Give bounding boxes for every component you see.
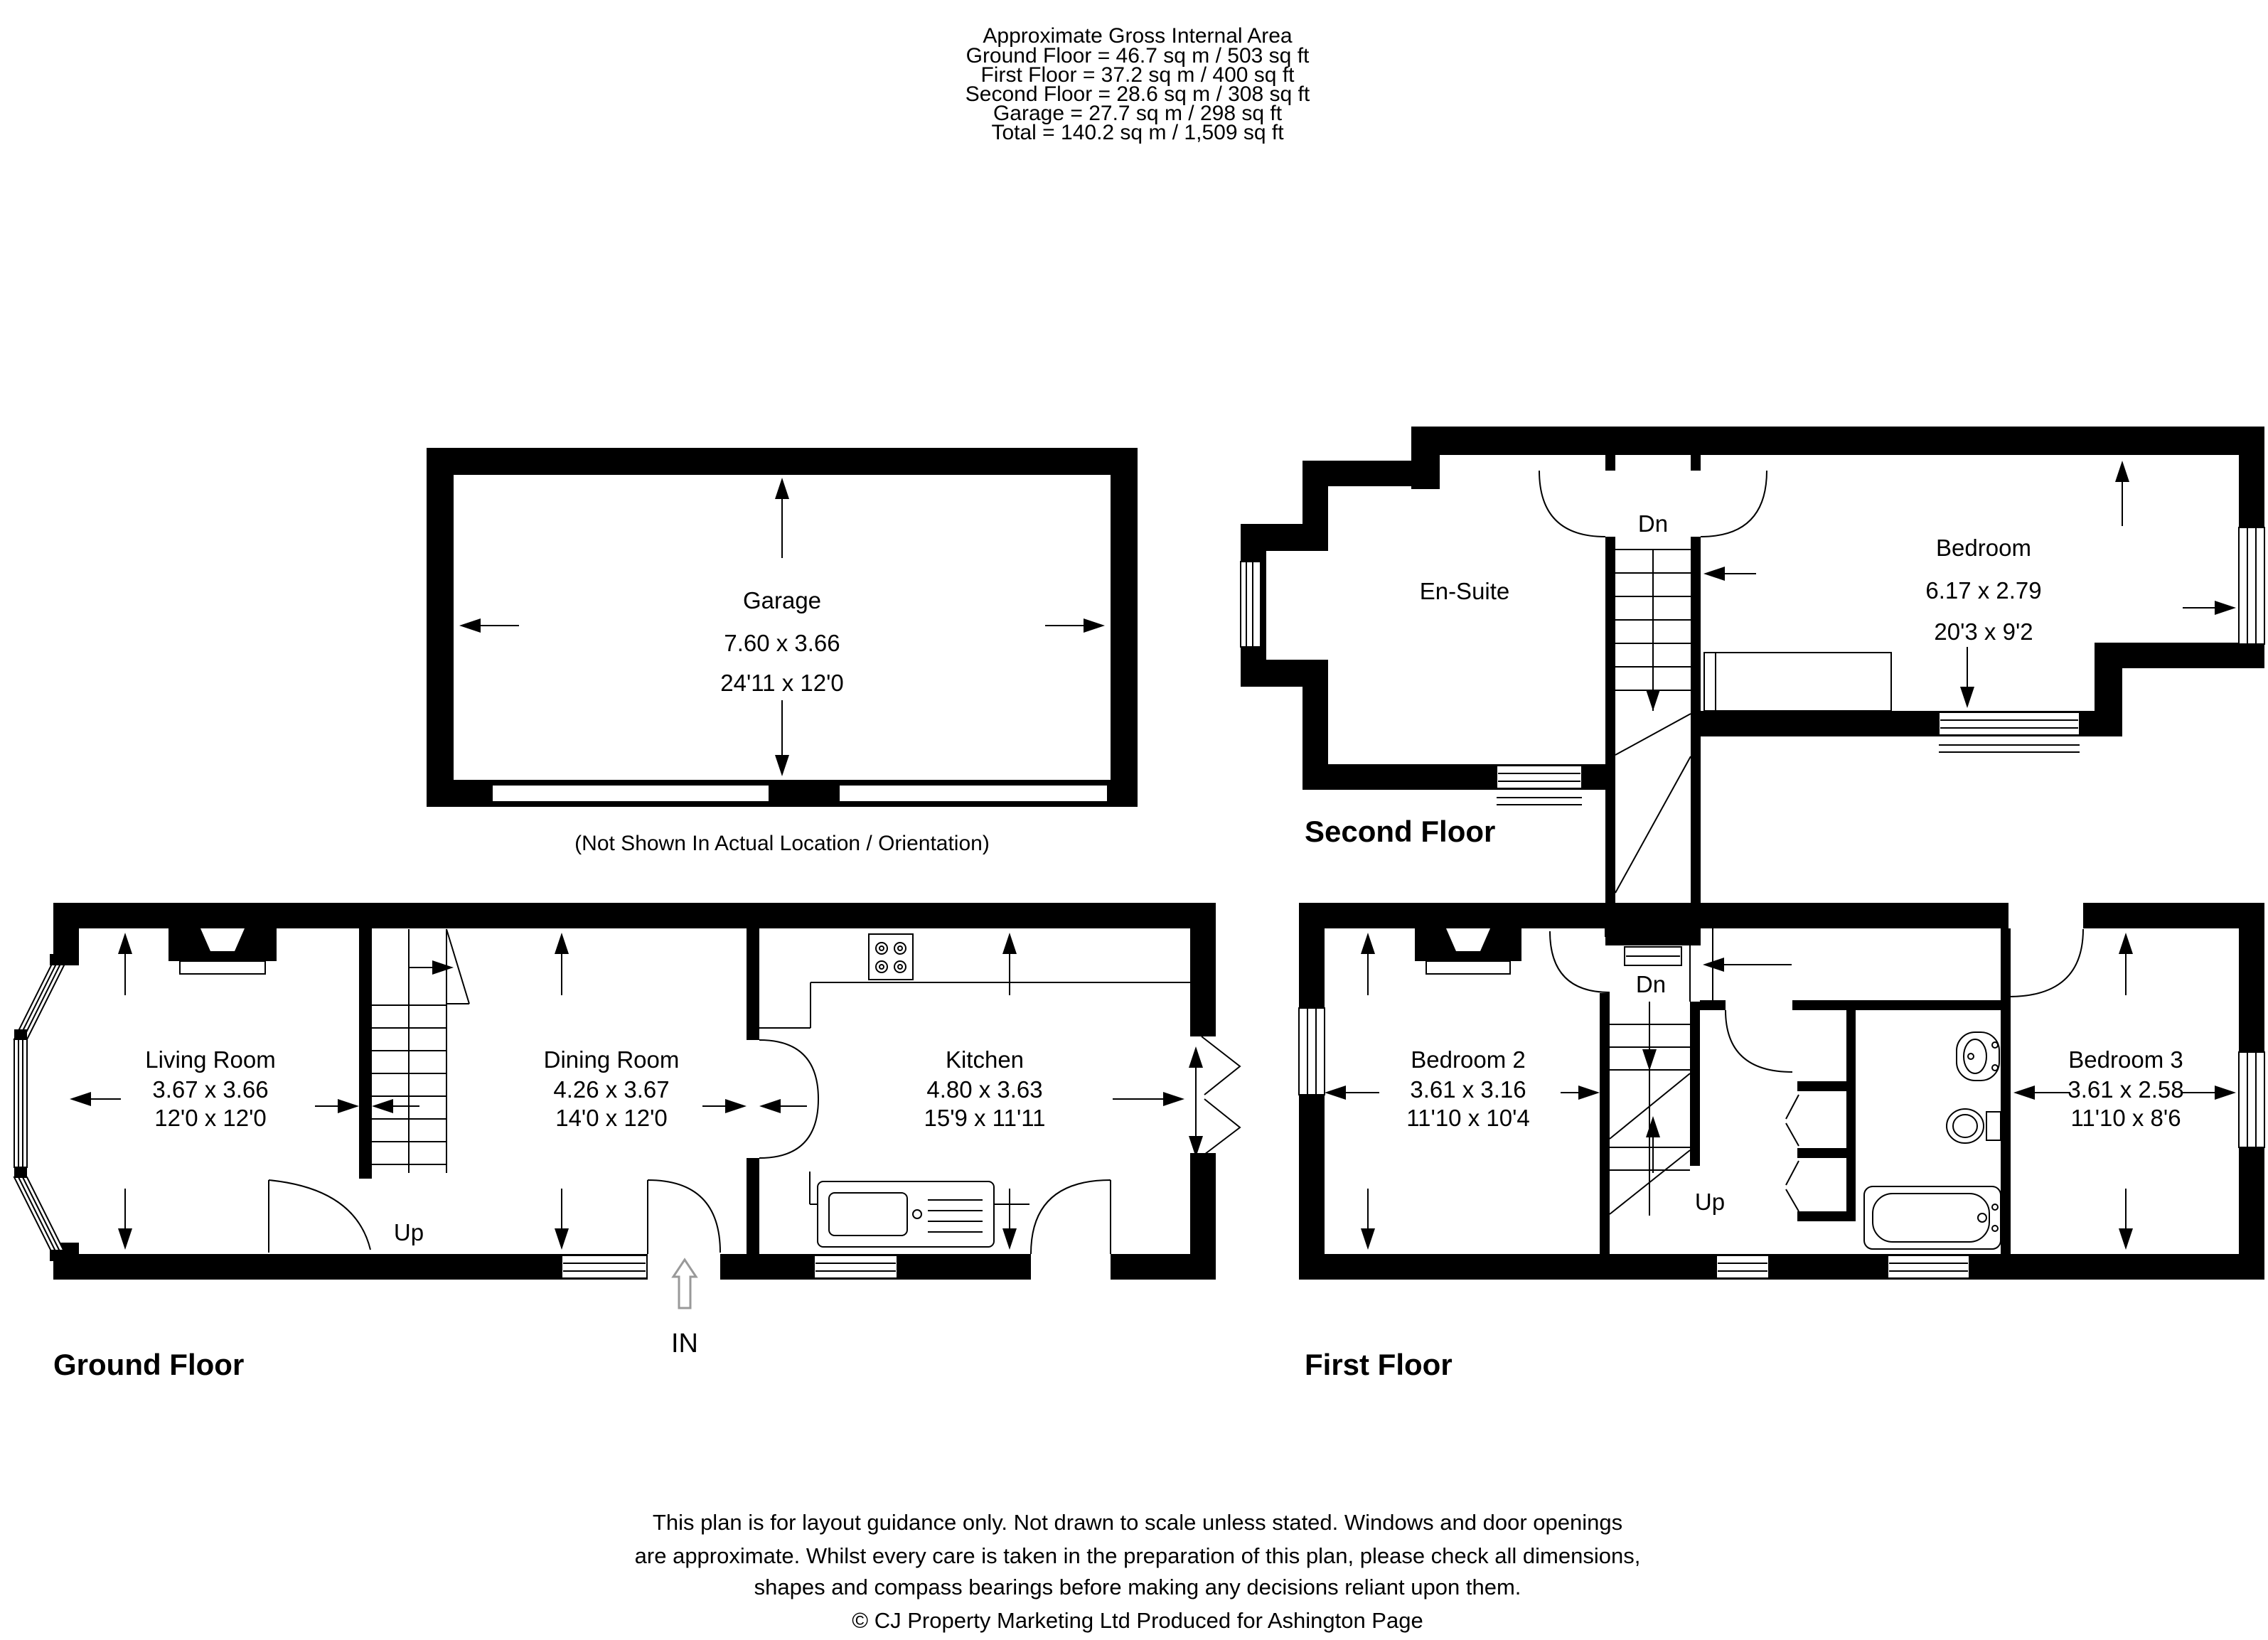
room-size-imperial: 11'10 x 10'4 — [1406, 1105, 1530, 1131]
garage-plan — [427, 448, 1138, 855]
header-line: Total = 140.2 sq m / 1,509 sq ft — [991, 121, 1284, 144]
living-room-label — [145, 1046, 275, 1131]
window — [1716, 1255, 1769, 1278]
fireplace — [1415, 928, 1521, 974]
entrance-label: IN — [671, 1329, 698, 1358]
room-size-metric: 6.17 x 2.79 — [1925, 577, 2042, 604]
footer-disclaimer — [635, 1510, 1641, 1633]
room-name: Dining Room — [543, 1046, 680, 1073]
back-door-opening — [1031, 1254, 1111, 1280]
bay-window — [14, 954, 71, 1261]
door-arc — [759, 1040, 818, 1158]
window — [814, 1255, 897, 1278]
room-name: Bedroom — [1936, 535, 2031, 561]
room-size-imperial: 11'10 x 8'6 — [2070, 1105, 2181, 1131]
room-size-metric: 3.61 x 3.16 — [1410, 1076, 1526, 1103]
bifold-door — [1202, 1036, 1240, 1157]
header-line: First Floor = 37.2 sq m / 400 sq ft — [980, 63, 1295, 87]
window — [1625, 947, 1681, 965]
second-floor-plan — [1241, 427, 2264, 965]
header-area-summary — [965, 24, 1310, 144]
toilet — [1947, 1109, 2001, 1143]
garage-label — [720, 587, 843, 696]
stairs-up-label: Up — [393, 1219, 424, 1245]
room-name: Bedroom 3 — [2068, 1046, 2183, 1073]
footer-line: shapes and compass bearings before making any decisions reliant upon them. — [754, 1575, 1521, 1599]
stairs-down-label: Dn — [1635, 971, 1667, 997]
stairs-down-label: Dn — [1637, 510, 1669, 537]
stairs-up-label: Up — [1694, 1189, 1726, 1215]
window — [1299, 998, 1325, 1105]
window — [2239, 518, 2264, 654]
room-size-imperial: 12'0 x 12'0 — [154, 1105, 267, 1131]
bedroom-label — [1925, 535, 2041, 645]
room-size-metric: 4.80 x 3.63 — [926, 1076, 1043, 1103]
footer-copyright: © CJ Property Marketing Ltd Produced for Ashington Page — [852, 1608, 1423, 1633]
room-name: Living Room — [145, 1046, 276, 1073]
header-line: Ground Floor = 46.7 sq m / 503 sq ft — [965, 44, 1310, 68]
garage-note: (Not Shown In Actual Location / Orientation) — [574, 832, 990, 855]
kitchen-label — [924, 1046, 1045, 1131]
window — [1939, 712, 2080, 752]
room-name: En-Suite — [1419, 578, 1510, 604]
floor-title: Ground Floor — [53, 1348, 245, 1381]
header-title: Approximate Gross Internal Area — [983, 24, 1293, 48]
door-arc — [1550, 931, 1610, 992]
room-name: Bedroom 2 — [1411, 1046, 1526, 1073]
hob — [869, 934, 913, 980]
room-size-imperial: 15'9 x 11'11 — [924, 1105, 1046, 1131]
window — [1888, 1255, 1969, 1278]
room-size-metric: 7.60 x 3.66 — [724, 630, 840, 656]
door-arc — [1726, 1010, 1792, 1072]
room-size-metric: 4.26 x 3.67 — [553, 1076, 670, 1103]
door-arc — [648, 1180, 720, 1254]
bed — [1704, 653, 1891, 711]
room-size-metric: 3.61 x 2.58 — [2068, 1076, 2184, 1103]
bifold-door — [1786, 1095, 1799, 1211]
floor-title: First Floor — [1305, 1348, 1453, 1381]
room-size-imperial: 20'3 x 9'2 — [1934, 618, 2033, 645]
door-arc — [2008, 929, 2083, 997]
window — [562, 1255, 647, 1278]
header-line: Second Floor = 28.6 sq m / 308 sq ft — [965, 82, 1310, 106]
fireplace — [169, 928, 277, 974]
window — [1241, 553, 1261, 655]
door-arc — [269, 1180, 370, 1253]
footer-line: are approximate. Whilst every care is taken in the preparation of this plan, please check all dimensions, — [634, 1543, 1641, 1568]
window — [2239, 1042, 2264, 1157]
room-size-metric: 3.67 x 3.66 — [152, 1076, 269, 1103]
sink — [818, 1181, 994, 1247]
dimension-arrows — [459, 478, 1105, 776]
bedroom3-label — [2068, 1046, 2183, 1131]
bedroom2-label — [1406, 1046, 1529, 1131]
header-line: Garage = 27.7 sq m / 298 sq ft — [993, 102, 1283, 125]
footer-line: This plan is for layout guidance only. Not drawn to scale unless stated. Windows and door openings — [652, 1510, 1623, 1535]
window — [1497, 766, 1582, 805]
room-size-imperial: 14'0 x 12'0 — [555, 1105, 668, 1131]
dining-room-label — [544, 1046, 680, 1131]
room-name: Garage — [742, 587, 822, 613]
ground-floor-plan — [14, 903, 1240, 1381]
floor-title: Second Floor — [1305, 815, 1496, 848]
first-floor-plan — [1299, 903, 2264, 1381]
room-name: Kitchen — [945, 1046, 1025, 1073]
basin — [1957, 1032, 1999, 1081]
room-size-imperial: 24'11 x 12'0 — [720, 670, 844, 696]
door-arc — [1031, 1180, 1111, 1254]
bathtub — [1864, 1186, 2001, 1249]
